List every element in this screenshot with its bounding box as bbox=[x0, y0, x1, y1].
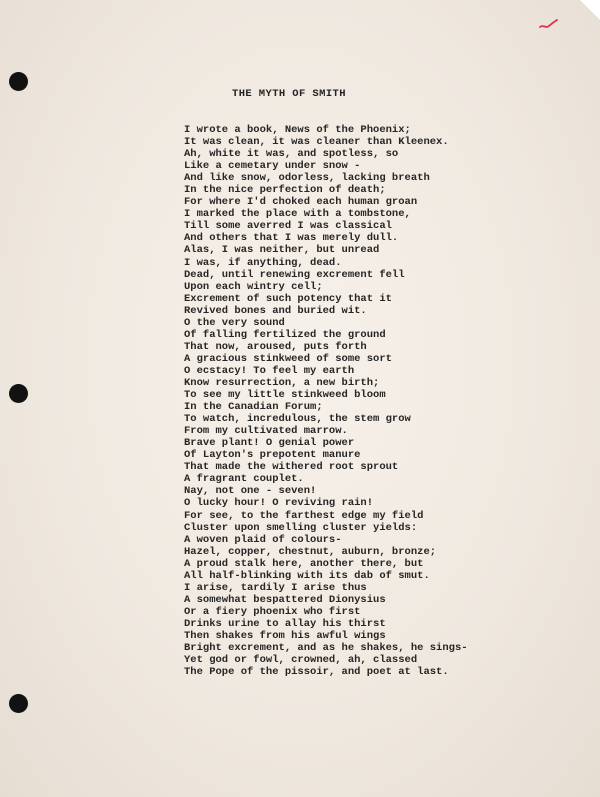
poem-line: O lucky hour! O reviving rain! bbox=[184, 497, 374, 510]
poem-line: A fragrant couplet. bbox=[184, 473, 304, 486]
poem-line: A somewhat bespattered Dionysius bbox=[184, 593, 386, 606]
poem-line: Yet god or fowl, crowned, ah, classed bbox=[184, 654, 418, 667]
poem-line: Nay, not one - seven! bbox=[184, 485, 317, 498]
punch-hole-middle bbox=[9, 384, 28, 403]
poem-line: Dead, until renewing excrement fell bbox=[184, 268, 405, 281]
poem-line: From my cultivated marrow. bbox=[184, 425, 348, 438]
poem-line: Till some averred I was classical bbox=[184, 220, 392, 233]
poem-line: Bright excrement, and as he shakes, he sings- bbox=[184, 642, 468, 655]
poem-line: Like a cemetary under snow - bbox=[184, 160, 361, 173]
poem-line: Excrement of such potency that it bbox=[184, 292, 392, 305]
poem-line: In the nice perfection of death; bbox=[184, 184, 386, 197]
poem-line: O ecstacy! To feel my earth bbox=[184, 364, 355, 377]
poem-line: Or a fiery phoenix who first bbox=[184, 605, 361, 618]
poem-line: Then shakes from his awful wings bbox=[184, 629, 386, 642]
poem-line: And others that I was merely dull. bbox=[184, 232, 399, 245]
poem-title: THE MYTH OF SMITH bbox=[232, 88, 346, 100]
poem-line: Hazel, copper, chestnut, auburn, bronze; bbox=[184, 545, 437, 558]
poem-line: A woven plaid of colours- bbox=[184, 533, 342, 546]
poem-line: I wrote a book, News of the Phoenix; bbox=[184, 124, 411, 136]
punch-hole-top bbox=[9, 72, 28, 91]
poem-line: To see my little stinkweed bloom bbox=[184, 389, 386, 402]
poem-line: Of falling fertilized the ground bbox=[184, 328, 386, 341]
poem-line: I arise, tardily I arise thus bbox=[184, 581, 367, 594]
poem-body bbox=[184, 124, 468, 678]
poem-line: Of Layton's prepotent manure bbox=[184, 449, 361, 462]
folded-corner bbox=[580, 0, 600, 20]
poem-line: A gracious stinkweed of some sort bbox=[184, 352, 392, 365]
poem-line: The Pope of the pissoir, and poet at last. bbox=[184, 666, 449, 679]
poem-line: For see, to the farthest edge my field bbox=[184, 509, 424, 522]
poem-line: In the Canadian Forum; bbox=[184, 401, 323, 414]
poem-line: That made the withered root sprout bbox=[184, 461, 399, 474]
poem-line: O the very sound bbox=[184, 316, 285, 329]
poem-line: To watch, incredulous, the stem grow bbox=[184, 413, 411, 426]
poem-line: Cluster upon smelling cluster yields: bbox=[184, 521, 418, 534]
poem-line: Know resurrection, a new birth; bbox=[184, 376, 380, 389]
poem-line: I was, if anything, dead. bbox=[184, 256, 342, 269]
poem-line: Upon each wintry cell; bbox=[184, 280, 323, 293]
poem-line: That now, aroused, puts forth bbox=[184, 340, 367, 353]
poem-line: It was clean, it was cleaner than Kleenex. bbox=[184, 136, 449, 149]
poem-line: And like snow, odorless, lacking breath bbox=[184, 172, 430, 185]
poem-line: Brave plant! O genial power bbox=[184, 437, 355, 450]
poem-line: A proud stalk here, another there, but bbox=[184, 557, 424, 570]
poem-line: I marked the place with a tombstone, bbox=[184, 208, 411, 221]
poem-line: Drinks urine to allay his thirst bbox=[184, 617, 386, 630]
poem-line: All half-blinking with its dab of smut. bbox=[184, 569, 430, 582]
poem-line: For where I'd choked each human groan bbox=[184, 196, 418, 209]
poem-line: Revived bones and buried wit. bbox=[184, 304, 367, 317]
poem-line: Ah, white it was, and spotless, so bbox=[184, 148, 399, 161]
red-pencil-check-mark bbox=[538, 18, 558, 32]
poem-line: Alas, I was neither, but unread bbox=[184, 244, 380, 257]
punch-hole-bottom bbox=[9, 694, 28, 713]
